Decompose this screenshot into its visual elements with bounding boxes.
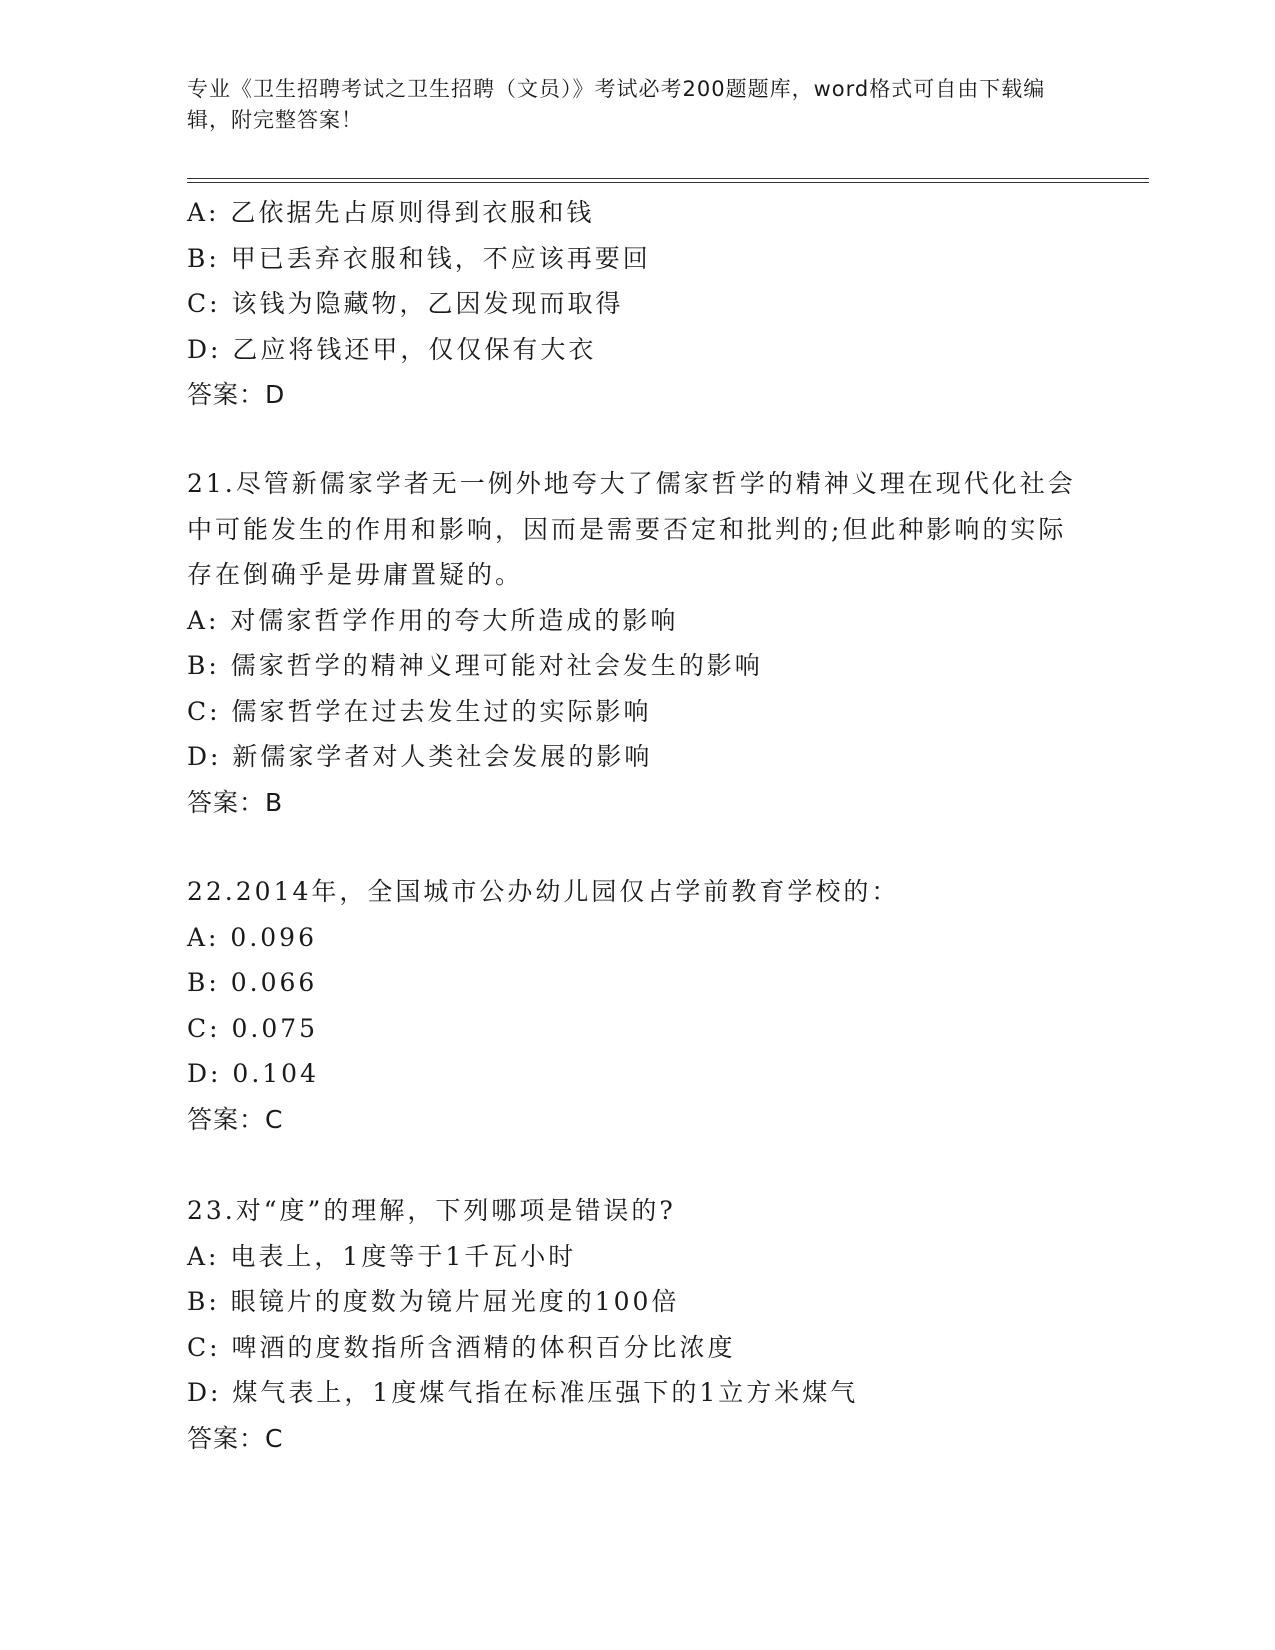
option-a: A: 乙依据先占原则得到衣服和钱 <box>187 198 595 227</box>
option-d: D: 0.104 <box>187 1059 319 1088</box>
question-20 <box>187 190 1087 418</box>
option-d: D: 新儒家学者对人类社会发展的影响 <box>187 742 653 771</box>
question-stem: 23.对“度”的理解，下列哪项是错误的? <box>187 1196 676 1225</box>
question-stem: 21.尽管新儒家学者无一例外地夸大了儒家哲学的精神义理在现代化社会中可能发生的作用和影响，因而是需要否定和批判的;但此种影响的实际存在倒确乎是毋庸置疑的。 <box>187 469 1076 589</box>
option-a: A: 对儒家哲学作用的夸大所造成的影响 <box>187 605 679 635</box>
option-a: A: 电表上，1度等于1千瓦小时 <box>187 1241 577 1271</box>
option-c: C: 0.075 <box>187 1013 319 1043</box>
header-divider-thin <box>187 178 1149 179</box>
answer: 答案：B <box>187 787 284 817</box>
option-b: B: 儒家哲学的精神义理可能对社会发生的影响 <box>187 651 763 680</box>
question-stem: 22.2014年，全国城市公办幼儿园仅占学前教育学校的： <box>187 877 900 906</box>
option-d: D: 乙应将钱还甲，仅仅保有大衣 <box>187 334 597 364</box>
question-21 <box>187 461 1087 825</box>
option-c: C: 儒家哲学在过去发生过的实际影响 <box>187 696 652 726</box>
document-header: 专业《卫生招聘考试之卫生招聘（文员）》考试必考200题题库，word格式可自由下载编辑，附完整答案！ <box>187 77 1046 132</box>
option-d: D: 煤气表上，1度煤气指在标准压强下的1立方米煤气 <box>187 1378 859 1407</box>
option-b: B: 甲已丢弃衣服和钱，不应该再要回 <box>187 243 651 273</box>
answer: 答案：D <box>187 380 286 409</box>
option-b: B: 0.066 <box>187 968 318 997</box>
option-b: B: 眼镜片的度数为镜片屈光度的100倍 <box>187 1287 680 1316</box>
option-c: C: 啤酒的度数指所含酒精的体积百分比浓度 <box>187 1332 736 1362</box>
option-c: C: 该钱为隐藏物，乙因发现而取得 <box>187 289 624 318</box>
answer: 答案：C <box>187 1423 284 1453</box>
question-22 <box>187 869 1087 1142</box>
question-23 <box>187 1188 1087 1461</box>
header-divider-thick <box>187 182 1149 183</box>
option-a: A: 0.096 <box>187 922 317 952</box>
answer: 答案：C <box>187 1104 284 1134</box>
